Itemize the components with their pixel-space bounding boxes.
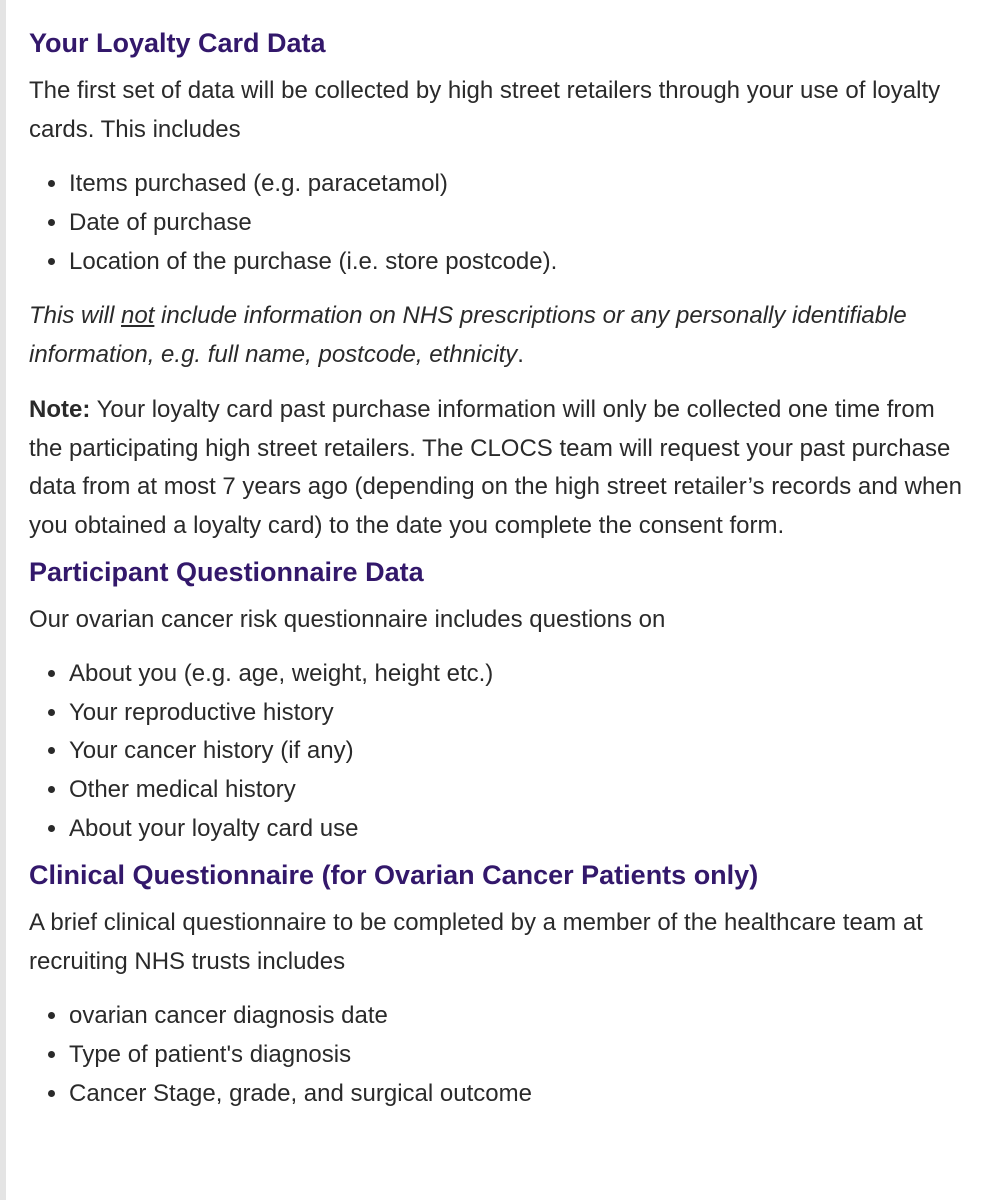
list-item: • ovarian cancer diagnosis date xyxy=(69,997,969,1036)
clinical-questionnaire-intro: A brief clinical questionnaire to be completed by a member of the healthcare team at recruiting NHS trusts includes xyxy=(29,909,923,975)
list-item: • About your loyalty card use xyxy=(69,810,969,849)
clinical-questionnaire-heading: Clinical Questionnaire (for Ovarian Cancer Patients only) xyxy=(29,860,759,891)
article-content xyxy=(29,26,969,1114)
list-item: • Your reproductive history xyxy=(69,694,969,733)
list-item: • Your cancer history (if any) xyxy=(69,732,969,771)
list-item: • Location of the purchase (i.e. store postcode). xyxy=(69,243,969,282)
loyalty-card-heading: Your Loyalty Card Data xyxy=(29,28,326,58)
exclusion-text-rest: include information on NHS prescriptions or any personally identifiable information, e.g. full name, postcode, ethnicity xyxy=(29,302,907,368)
participant-questionnaire-list xyxy=(29,655,969,849)
participant-questionnaire-intro: Our ovarian cancer risk questionnaire includes questions on xyxy=(29,606,666,634)
note-label: Note: xyxy=(29,396,91,424)
list-item: • Other medical history xyxy=(69,771,969,810)
exclusion-text-start: This will xyxy=(29,302,122,330)
exclusion-note xyxy=(29,297,969,374)
participant-questionnaire-heading: Participant Questionnaire Data xyxy=(29,557,424,588)
list-item: • Date of purchase xyxy=(69,204,969,243)
list-item: • About you (e.g. age, weight, height etc.) xyxy=(69,655,969,694)
exclusion-period: . xyxy=(517,340,524,368)
loyalty-card-list xyxy=(29,165,969,281)
left-border xyxy=(0,0,6,1200)
list-item: • Type of patient's diagnosis xyxy=(69,1036,969,1075)
list-item: • Cancer Stage, grade, and surgical outcome xyxy=(69,1075,969,1114)
purchase-history-note xyxy=(29,391,969,545)
exclusion-emphasis: not xyxy=(121,302,155,330)
clinical-questionnaire-list xyxy=(29,997,969,1113)
note-text: Your loyalty card past purchase information will only be collected one time from the participating high street retailers. The CLOCS team will request your past purchase data from at most 7 years ago (depending on the high street retailer’s records and when you obtained a loyalty card) to the date you complete the consent form. xyxy=(29,396,962,539)
list-item: • Items purchased (e.g. paracetamol) xyxy=(69,165,969,204)
loyalty-card-intro: The first set of data will be collected by high street retailers through your use of loyalty cards. This includes xyxy=(29,77,941,143)
